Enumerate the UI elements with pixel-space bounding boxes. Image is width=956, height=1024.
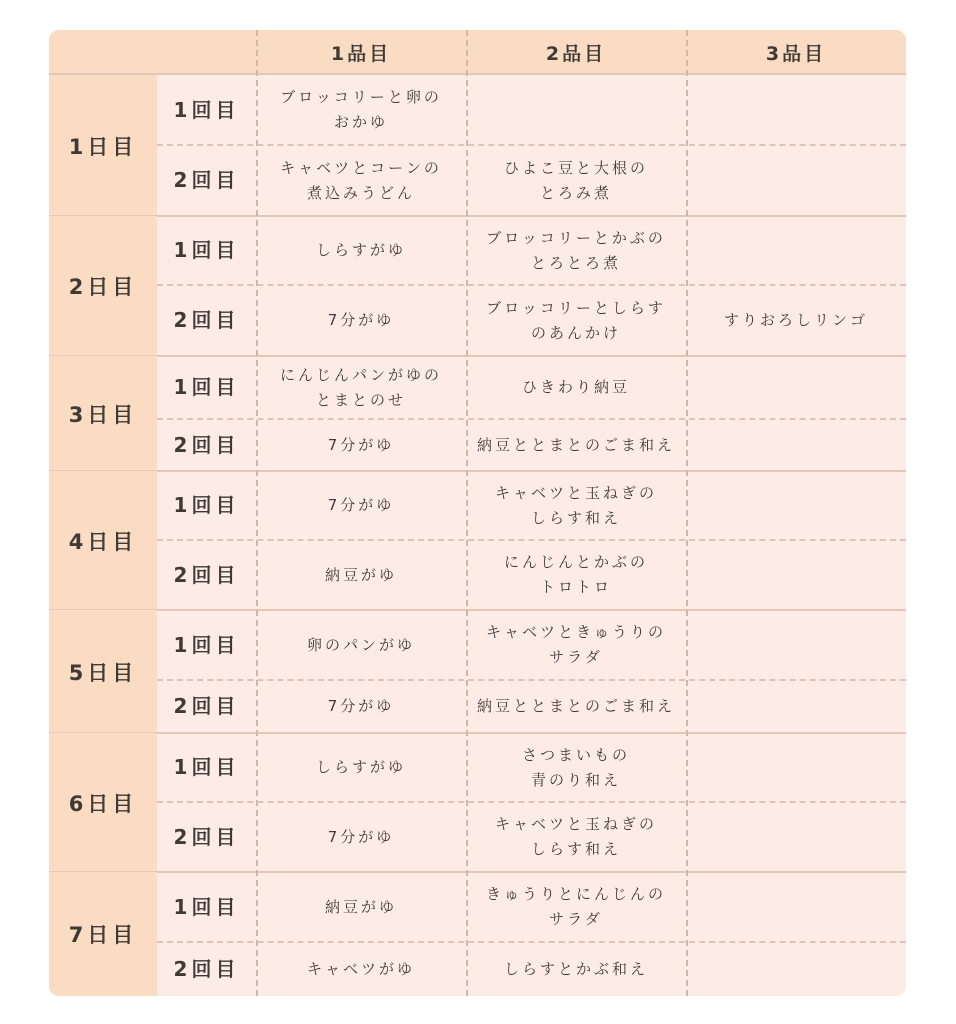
dish-cell: しらすとかぶ和え bbox=[503, 959, 648, 978]
meal-label: 2回目 bbox=[173, 308, 240, 332]
dish-cell bbox=[686, 75, 906, 145]
meal-label: 1回目 bbox=[173, 894, 240, 919]
dish-cell: 7分がゆ bbox=[327, 827, 395, 846]
dish-cell: しらすがゆ bbox=[315, 758, 406, 776]
dish-cell bbox=[466, 75, 686, 145]
dish-cell bbox=[686, 356, 906, 419]
dish-cell bbox=[686, 216, 906, 285]
dish-cell: ブロッコリーと卵の おかゆ bbox=[280, 88, 442, 131]
dish-cell: 7分がゆ bbox=[327, 496, 395, 514]
meal-row-divider bbox=[157, 539, 906, 541]
dish-cell: 卵のパンがゆ bbox=[306, 635, 415, 654]
dish-cell bbox=[686, 419, 906, 471]
dish-cell: 7分がゆ bbox=[327, 435, 395, 454]
dish-cell bbox=[686, 680, 906, 733]
day-label: 3日目 bbox=[49, 356, 157, 471]
dish-cell: しらすがゆ bbox=[315, 241, 406, 259]
meal-row-divider bbox=[157, 941, 906, 943]
dish-cell bbox=[686, 872, 906, 942]
dish-cell: すりおろしリンゴ bbox=[723, 311, 868, 329]
meal-label: 2回目 bbox=[173, 694, 240, 718]
dish-cell: ひきわり納豆 bbox=[521, 378, 630, 396]
meal-row-divider bbox=[157, 801, 906, 803]
header-dish-1: 1品目 bbox=[330, 43, 392, 65]
meal-row-divider bbox=[157, 679, 906, 681]
header-corner-cell bbox=[49, 30, 256, 75]
dish-cell bbox=[686, 733, 906, 802]
day-label: 6日目 bbox=[49, 733, 157, 872]
dish-cell: 7分がゆ bbox=[327, 697, 395, 715]
meal-row-divider bbox=[157, 284, 906, 286]
meal-label: 2回目 bbox=[173, 432, 240, 457]
day-label: 5日目 bbox=[49, 610, 157, 733]
meal-label: 1回目 bbox=[173, 238, 240, 262]
dish-cell: きゅうりとにんじんの サラダ bbox=[485, 885, 666, 928]
dish-cell: 7分がゆ bbox=[327, 311, 395, 329]
dish-cell: ひよこ豆と大根の とろみ煮 bbox=[503, 158, 648, 202]
meal-plan-table bbox=[49, 30, 906, 996]
dish-cell: 納豆ととまとのごま和え bbox=[476, 697, 675, 715]
dish-cell bbox=[686, 540, 906, 610]
meal-row-divider bbox=[157, 418, 906, 420]
column-divider bbox=[466, 30, 468, 996]
dish-cell: にんじんとかぶの トロトロ bbox=[503, 553, 648, 596]
table-header-row bbox=[49, 30, 906, 75]
meal-label: 1回目 bbox=[173, 632, 240, 657]
header-dish-3: 3品目 bbox=[765, 43, 827, 65]
dish-cell bbox=[686, 802, 906, 872]
meal-label: 2回目 bbox=[173, 168, 240, 192]
meal-label: 1回目 bbox=[173, 755, 240, 779]
dish-cell: ブロッコリーとしらす のあんかけ bbox=[486, 298, 666, 342]
dish-cell: キャベツと玉ねぎの しらす和え bbox=[494, 815, 657, 858]
dish-cell bbox=[686, 610, 906, 680]
dish-cell bbox=[686, 942, 906, 996]
dish-cell: さつまいもの 青のり和え bbox=[521, 745, 630, 789]
dish-cell: キャベツがゆ bbox=[306, 959, 415, 978]
day-label: 4日目 bbox=[49, 471, 157, 610]
dish-cell: キャベツとコーンの 煮込みうどん bbox=[280, 158, 442, 202]
column-divider bbox=[256, 30, 258, 996]
header-dish-2: 2品目 bbox=[545, 43, 607, 65]
day-label: 2日目 bbox=[49, 216, 157, 356]
meal-label: 2回目 bbox=[173, 824, 240, 849]
dish-cell: 納豆がゆ bbox=[324, 897, 397, 916]
dish-cell: キャベツときゅうりの サラダ bbox=[485, 623, 666, 666]
dish-cell: キャベツと玉ねぎの しらす和え bbox=[494, 483, 657, 527]
meal-label: 2回目 bbox=[173, 956, 240, 981]
meal-label: 2回目 bbox=[173, 562, 240, 587]
dish-cell bbox=[686, 145, 906, 216]
dish-cell bbox=[686, 471, 906, 540]
dish-cell: 納豆ととまとのごま和え bbox=[476, 435, 675, 454]
day-label: 7日目 bbox=[49, 872, 157, 996]
dish-cell: 納豆がゆ bbox=[324, 565, 397, 584]
meal-label: 1回目 bbox=[173, 493, 240, 517]
dish-cell: にんじんパンがゆの とまとのせ bbox=[279, 365, 442, 409]
day-label: 1日目 bbox=[49, 75, 157, 216]
column-divider bbox=[686, 30, 688, 996]
meal-label: 1回目 bbox=[173, 375, 240, 399]
meal-row-divider bbox=[157, 144, 906, 146]
meal-label: 1回目 bbox=[173, 97, 240, 122]
dish-cell: ブロッコリーとかぶの とろとろ煮 bbox=[486, 228, 666, 272]
